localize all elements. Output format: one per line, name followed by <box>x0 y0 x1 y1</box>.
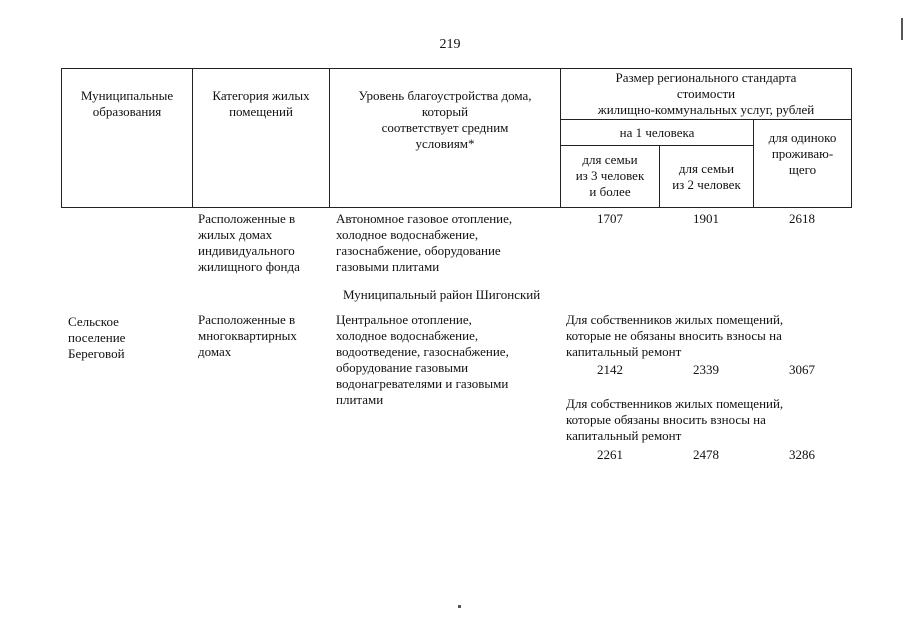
row2-values1-single: 3067 <box>789 362 815 377</box>
row2-note-capital-repair: Для собственников жилых помещений, которые обязаны вносить взносы на капитальный ремонт <box>566 396 784 443</box>
page-number: 219 <box>439 37 461 52</box>
row2-level: Центральное отопление, холодное водоснабжение, водоотведение, газоснабжение, оборудование газовыми водонагревателями и газовыми плитами <box>336 312 509 407</box>
header-category: Категория жилых помещений <box>212 88 310 119</box>
row2-values1-family3: 2142 <box>597 362 623 377</box>
header-size: Размер регионального стандарта стоимости жилищно-коммунальных услуг, рублей <box>597 70 815 117</box>
row1-value-family3: 1707 <box>597 211 623 226</box>
row2-note-no-capital-repair: Для собственников жилых помещений, которые не обязаны вносить взносы на капитальный ремонт <box>566 312 784 359</box>
header-level: Уровень благоустройства дома, который соответствует средним условиям* <box>358 88 532 151</box>
row2-category: Расположенные в многоквартирных домах <box>198 312 297 359</box>
row1-value-family2: 1901 <box>693 211 719 226</box>
row2-values2-family2: 2478 <box>693 447 719 462</box>
row2-values2-family3: 2261 <box>597 447 623 462</box>
header-single: для одиноко проживаю- щего <box>768 130 837 177</box>
row1-value-single: 2618 <box>789 211 815 226</box>
header-family-3: для семьи из 3 человек и более <box>575 152 645 199</box>
scan-dot-mark <box>458 605 461 608</box>
row1-level: Автономное газовое отопление, холодное водоснабжение, газоснабжение, оборудование газовыми плитами <box>336 211 513 274</box>
header-per-person: на 1 человека <box>619 125 695 140</box>
row2-values2-single: 3286 <box>789 447 815 462</box>
row2-values1-family2: 2339 <box>693 362 719 377</box>
row1-category: Расположенные в жилых домах индивидуального жилищного фонда <box>198 211 300 274</box>
header-municipal: Муниципальные образования <box>80 88 174 119</box>
header-family-2: для семьи из 2 человек <box>672 161 741 192</box>
district-heading: Муниципальный район Шигонский <box>343 287 541 302</box>
row2-municipal: Сельское поселение Береговой <box>68 314 126 361</box>
scan-edge-mark <box>901 18 903 40</box>
